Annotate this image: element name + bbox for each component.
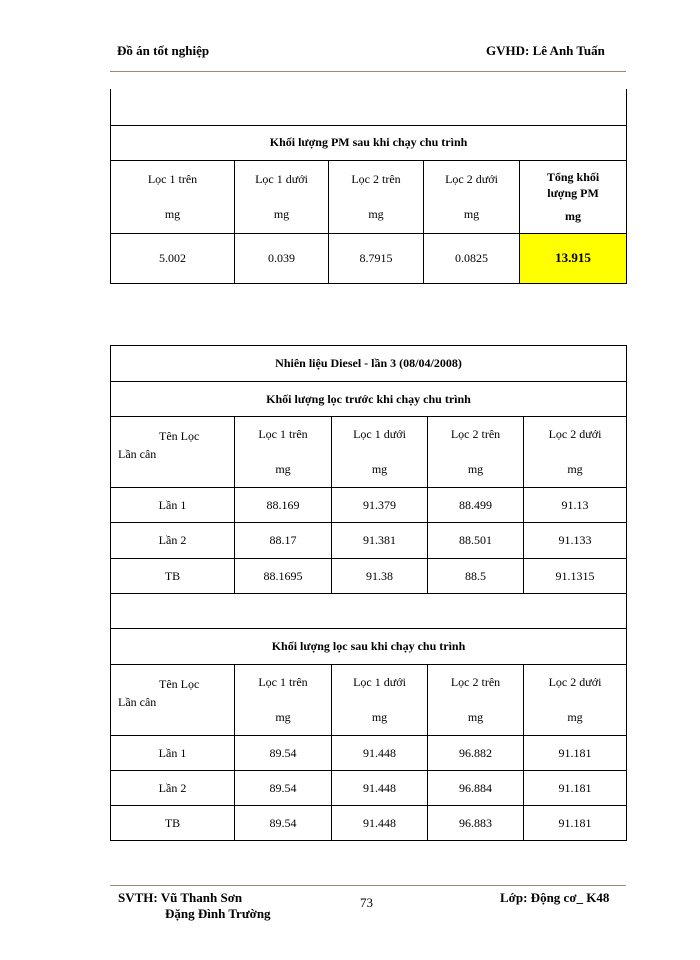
- table-row: [111, 559, 627, 594]
- table-cell: 88.1695: [235, 559, 332, 594]
- row-label: Lần 1: [111, 736, 235, 771]
- footer-class: Lớp: Động cơ_ K48: [500, 890, 610, 905]
- table-cell: 5.002: [111, 233, 235, 283]
- table-cell: 0.0825: [424, 233, 520, 283]
- header-rule: [110, 71, 626, 72]
- table-cell: 91.1315: [524, 559, 627, 594]
- table-cell: 91.448: [332, 736, 428, 771]
- column-header: Lọc 2 dưới mg: [524, 665, 627, 736]
- table-cell: 91.38: [332, 559, 428, 594]
- table-cell: 96.883: [428, 806, 524, 841]
- diesel-table-title: Nhiên liệu Diesel - lần 3 (08/04/2008): [111, 346, 627, 382]
- column-header: Lọc 1 dưới mg: [332, 417, 428, 488]
- table-cell: 91.13: [524, 488, 627, 523]
- table-cell: 8.7915: [329, 233, 424, 283]
- header-advisor: GVHD: Lê Anh Tuấn: [486, 43, 605, 58]
- table-cell: 91.133: [524, 523, 627, 559]
- column-header: Lọc 2 dưới mg: [524, 417, 627, 488]
- table-cell: 89.54: [235, 771, 332, 806]
- table-row: [111, 771, 627, 806]
- table-cell: 89.54: [235, 736, 332, 771]
- column-header: Lọc 2 trên mg: [428, 417, 524, 488]
- row-label: TB: [111, 806, 235, 841]
- pm-table-title: Khối lượng PM sau khi chạy chu trình: [111, 125, 627, 160]
- table-row: [111, 523, 627, 559]
- table-cell: 96.882: [428, 736, 524, 771]
- column-header: Lọc 1 trên mg: [235, 417, 332, 488]
- table-cell: 91.181: [524, 771, 627, 806]
- table-cell: 88.499: [428, 488, 524, 523]
- corner-header: Tên Lọc Lần cân: [111, 417, 235, 488]
- before-section-title: Khối lượng lọc trước khi chạy chu trình: [111, 382, 627, 417]
- table-cell: 88.17: [235, 523, 332, 559]
- column-header: Lọc 2 trên mg: [329, 160, 424, 233]
- table-row: [111, 806, 627, 841]
- spacer-row: [111, 594, 627, 629]
- table-cell: 91.181: [524, 806, 627, 841]
- table-row: [111, 736, 627, 771]
- footer-rule: [110, 885, 626, 886]
- column-header: Lọc 1 trên mg: [235, 665, 332, 736]
- page-number: 73: [360, 895, 373, 910]
- corner-header: Tên Lọc Lần cân: [111, 665, 235, 736]
- table-cell: 0.039: [235, 233, 329, 283]
- table-cell: 91.181: [524, 736, 627, 771]
- row-label: Lần 1: [111, 488, 235, 523]
- column-header: Lọc 1 trên mg: [111, 160, 235, 233]
- total-pm-value: 13.915: [520, 233, 627, 283]
- row-label: Lần 2: [111, 771, 235, 806]
- after-section-title: Khối lượng lọc sau khi chạy chu trình: [111, 629, 627, 665]
- row-label: TB: [111, 559, 235, 594]
- total-pm-header: Tổng khối lượng PM mg: [520, 160, 627, 233]
- header-document-title: Đồ án tốt nghiệp: [117, 43, 210, 58]
- table-cell: 89.54: [235, 806, 332, 841]
- table-cell: 91.448: [332, 771, 428, 806]
- table-cell: 88.5: [428, 559, 524, 594]
- column-header: Lọc 2 dưới mg: [424, 160, 520, 233]
- column-header: Lọc 1 dưới mg: [235, 160, 329, 233]
- footer-student-2: Đặng Đình Trường: [165, 906, 271, 921]
- table-cell: 91.381: [332, 523, 428, 559]
- diesel-filter-mass-table: [110, 345, 627, 841]
- table-cell: 91.448: [332, 806, 428, 841]
- table-cell: 91.379: [332, 488, 428, 523]
- footer-student-1: SVTH: Vũ Thanh Sơn: [118, 890, 243, 905]
- table-cell: 96.884: [428, 771, 524, 806]
- column-header: Lọc 1 dưới mg: [332, 665, 428, 736]
- table-cell: 88.169: [235, 488, 332, 523]
- table-row: [111, 488, 627, 523]
- table-cell: 88.501: [428, 523, 524, 559]
- column-header: Lọc 2 trên mg: [428, 665, 524, 736]
- pm-mass-table: [110, 89, 627, 284]
- row-label: Lần 2: [111, 523, 235, 559]
- table-continuation-row: [111, 89, 627, 125]
